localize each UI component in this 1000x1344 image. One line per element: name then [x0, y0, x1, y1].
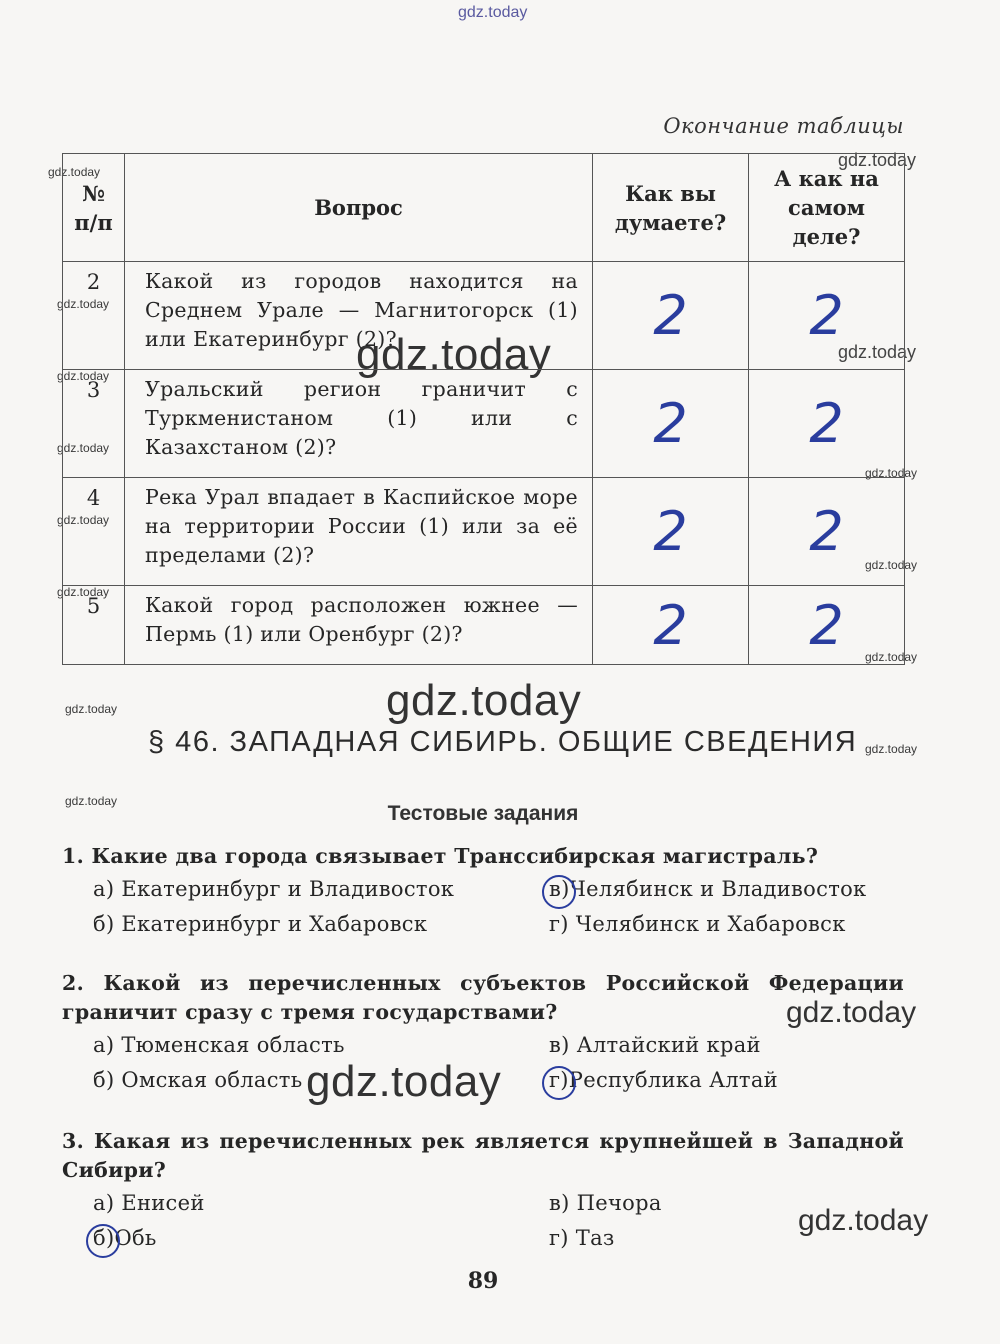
handwritten-answer: 2: [749, 370, 905, 478]
option-text: Обь: [114, 1226, 157, 1250]
option-letter: а): [93, 877, 115, 901]
option-letter: а): [93, 1191, 115, 1215]
header-guess: Как вы думаете?: [593, 154, 749, 262]
subsection-title: Тестовые задания: [387, 802, 579, 825]
handwritten-guess: 2: [593, 478, 749, 586]
watermark: gdz.today: [65, 702, 118, 716]
handwritten-answer: 2: [749, 478, 905, 586]
table-header-row: [63, 154, 905, 262]
question-3: 3. Какая из перечисленных рек является крупнейшей в Западной Сибири?: [62, 1129, 904, 1182]
option-letter: в): [549, 1191, 570, 1215]
option-text: Енисей: [121, 1191, 205, 1215]
header-number: № п/п: [63, 154, 125, 262]
row-number: 5: [63, 586, 125, 665]
table-row: [63, 370, 905, 478]
option-text: Печора: [576, 1191, 662, 1215]
row-question: Река Урал впадает в Каспийское море на территории России (1) или за её пределами (2)?: [125, 478, 593, 586]
handwritten-answer: 2: [749, 586, 905, 665]
option-1g: [549, 912, 846, 936]
option-letter: б): [93, 912, 115, 936]
option-letter: г): [549, 1226, 569, 1250]
watermark: gdz.today: [57, 441, 110, 455]
option-letter: г): [549, 912, 569, 936]
option-2g-selected: [549, 1068, 778, 1092]
option-2b: [93, 1068, 302, 1092]
watermark: gdz.today: [57, 369, 110, 383]
option-text: Тюменская область: [121, 1033, 345, 1057]
answer-circle: в): [549, 877, 570, 901]
option-2v: [549, 1033, 761, 1057]
watermark: gdz.today: [798, 1204, 929, 1237]
watermark: gdz.today: [838, 342, 917, 362]
row-number: 4: [63, 478, 125, 586]
row-question: Уральский регион граничит с Туркменистаном (1) или с Казахстаном (2)?: [125, 370, 593, 478]
question-1: 1. Какие два города связывает Транссибирская магистраль?: [62, 844, 819, 868]
watermark: gdz.today: [865, 466, 918, 480]
quiz-table: [62, 153, 905, 665]
table-row: [63, 586, 905, 665]
row-question: Какой из городов находится на Среднем Урале — Магнитогорск (1) или Екатеринбург (2)?: [125, 262, 593, 370]
option-2a: [93, 1033, 345, 1057]
table-caption: Окончание таблицы: [663, 114, 904, 138]
option-letter: а): [93, 1033, 115, 1057]
watermark: gdz.today: [865, 558, 918, 572]
option-1v-selected: [549, 877, 866, 901]
watermark: gdz.today: [838, 150, 917, 170]
watermark: gdz.today: [306, 1057, 502, 1106]
watermark: gdz.today: [65, 794, 118, 808]
table-row: [63, 478, 905, 586]
table-row: [63, 262, 905, 370]
option-text: Республика Алтай: [568, 1068, 778, 1092]
option-letter: в): [549, 1033, 570, 1057]
section-title: § 46. ЗАПАДНАЯ СИБИРЬ. ОБЩИЕ СВЕДЕНИЯ: [148, 726, 858, 758]
option-text: Екатеринбург и Хабаровск: [121, 912, 428, 936]
answer-circle: г): [549, 1068, 569, 1092]
handwritten-guess: 2: [593, 370, 749, 478]
option-text: Екатеринбург и Владивосток: [121, 877, 455, 901]
watermark: gdz.today: [865, 650, 918, 664]
row-number: 2: [63, 262, 125, 370]
row-number: 3: [63, 370, 125, 478]
handwritten-answer: 2: [749, 262, 905, 370]
watermark: gdz.today: [57, 585, 110, 599]
handwritten-guess: 2: [593, 262, 749, 370]
watermark: gdz.today: [865, 742, 918, 756]
option-text: Челябинск и Хабаровск: [575, 912, 846, 936]
watermark: gdz.today: [458, 4, 528, 21]
handwritten-guess: 2: [593, 586, 749, 665]
watermark: gdz.today: [57, 513, 110, 527]
header-actual: А как на самом деле?: [749, 154, 905, 262]
option-3v: [549, 1191, 662, 1215]
option-text: Омская область: [121, 1068, 303, 1092]
answer-circle: б): [93, 1226, 115, 1250]
watermark: gdz.today: [786, 996, 917, 1029]
option-letter: б): [93, 1068, 115, 1092]
page-number: 89: [467, 1268, 499, 1294]
header-question: Вопрос: [125, 154, 593, 262]
watermark: gdz.today: [386, 676, 582, 725]
option-3g: [549, 1226, 615, 1250]
question-2: 2. Какой из перечисленных субъектов Российской Федерации граничит сразу с тремя государствами?: [62, 971, 904, 1024]
option-text: Челябинск и Владивосток: [569, 877, 867, 901]
option-text: Таз: [575, 1226, 615, 1250]
option-text: Алтайский край: [576, 1033, 761, 1057]
option-3b-selected: [93, 1226, 157, 1250]
option-3a: [93, 1191, 205, 1215]
watermark: gdz.today: [48, 165, 101, 179]
option-1a: [93, 877, 454, 901]
watermark: gdz.today: [57, 297, 110, 311]
option-1b: [93, 912, 427, 936]
row-question: Какой город расположен южнее — Пермь (1) или Оренбург (2)?: [125, 586, 593, 665]
watermark: gdz.today: [356, 330, 552, 379]
